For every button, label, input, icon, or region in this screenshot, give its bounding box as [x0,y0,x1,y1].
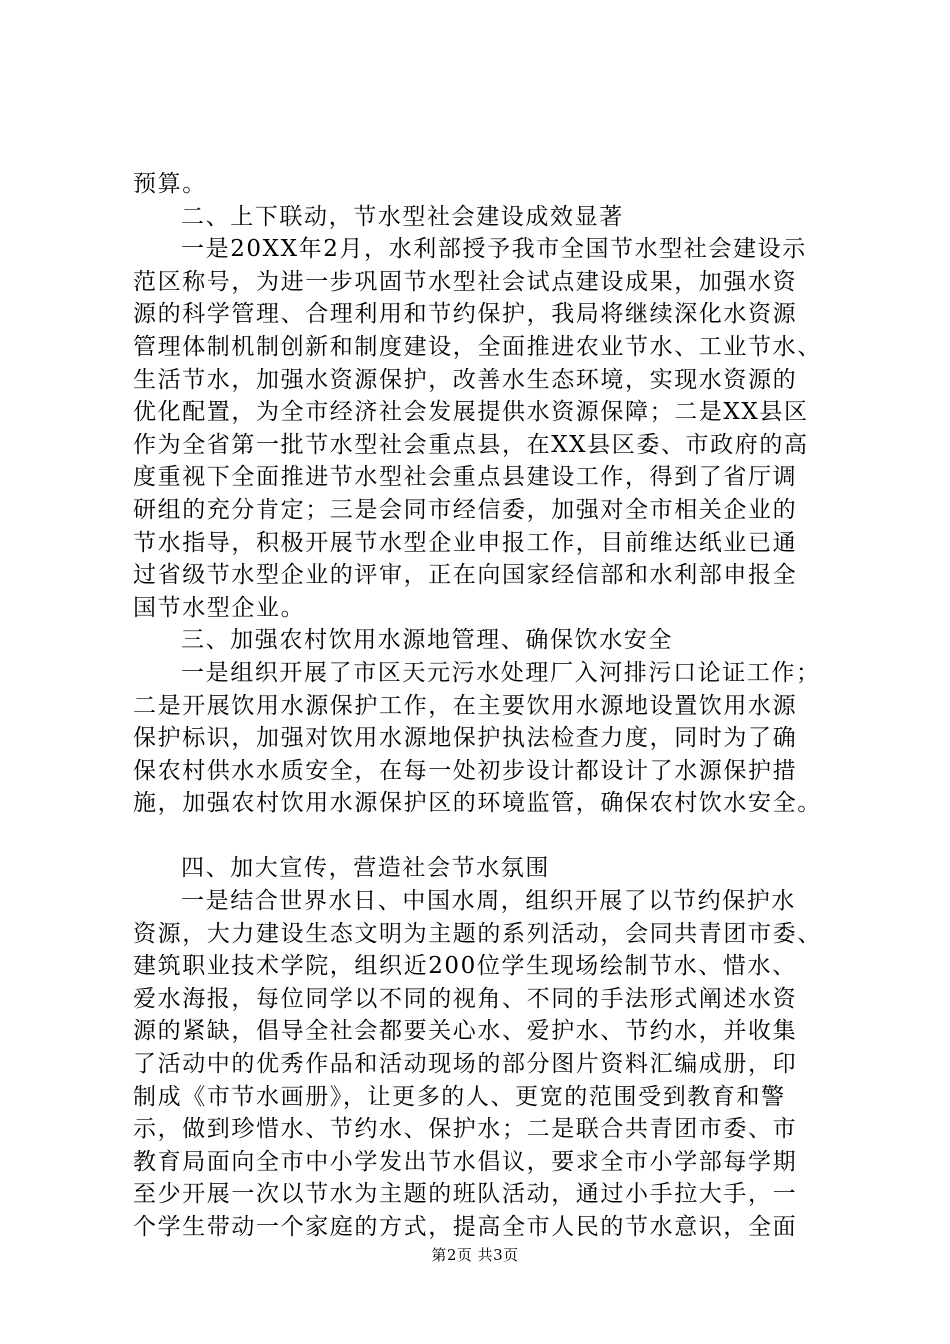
text-line: 了活动中的优秀作品和活动现场的部分图片资料汇编成册，印 [133,1051,798,1078]
page-number-footer: 第2页 共3页 [431,1246,519,1264]
text-line: 管理体制机制创新和制度建设，全面推进农业节水、工业节水、 [133,333,822,360]
text-line: 二是开展饮用水源保护工作，在主要饮用水源地设置饮用水源 [133,692,798,719]
text-line: 生活节水，加强水资源保护，改善水生态环境，实现水资源的 [133,366,798,393]
text-line: 制成《市节水画册》，让更多的人、更宽的范围受到教育和警 [133,1083,786,1110]
text-line: 资源，大力建设生态文明为主题的系列活动，会同共青团市委、 [133,920,822,947]
text-line: 一是20XX年2月，水利部授予我市全国节水型社会建设示 [181,236,807,263]
text-line: 教育局面向全市中小学发出节水倡议，要求全市小学部每学期 [133,1148,798,1175]
text-line: 施，加强农村饮用水源保护区的环境监管，确保农村饮水安全。 [133,790,822,817]
text-line: 一是结合世界水日、中国水周，组织开展了以节约保护水 [181,888,796,915]
text-line: 保农村供水水质安全，在每一处初步设计都设计了水源保护措 [133,757,798,784]
text-line: 度重视下全面推进节水型社会重点县建设工作，得到了省厅调 [133,464,798,491]
text-line: 源的紧缺，倡导全社会都要关心水、爱护水、节约水，并收集 [133,1018,798,1045]
section-heading: 四、加大宣传，营造社会节水氛围 [181,855,550,882]
text-line: 爱水海报，每位同学以不同的视角、不同的手法形式阐述水资 [133,985,798,1012]
text-line: 范区称号，为进一步巩固节水型社会试点建设成果，加强水资 [133,268,798,295]
text-line: 过省级节水型企业的评审，正在向国家经信部和水利部申报全 [133,562,798,589]
text-line: 个学生带动一个家庭的方式，提高全市人民的节水意识，全面 [133,1214,798,1240]
text-line: 建筑职业技术学院，组织近200位学生现场绘制节水、惜水、 [133,953,797,980]
text-line: 一是组织开展了市区天元污水处理厂入河排污口论证工作； [181,659,821,686]
document-body [133,168,853,1244]
section-heading: 二、上下联动，节水型社会建设成效显著 [181,203,624,230]
text-line: 国节水型企业。 [133,594,306,621]
text-line: 作为全省第一批节水型社会重点县，在XX县区委、市政府的高 [133,431,809,458]
section-heading: 三、加强农村饮用水源地管理、确保饮水安全 [181,627,673,654]
text-line: 优化配置，为全市经济社会发展提供水资源保障；二是XX县区 [133,399,809,426]
text-line: 预算。 [133,171,207,197]
text-line: 保护标识，加强对饮用水源地保护执法检查力度，同时为了确 [133,725,798,752]
text-line: 源的科学管理、合理利用和节约保护，我局将继续深化水资源 [133,301,798,328]
text-line: 节水指导，积极开展节水型企业申报工作，目前维达纸业已通 [133,529,798,556]
text-line: 至少开展一次以节水为主题的班队活动，通过小手拉大手，一 [133,1181,798,1208]
text-line: 示，做到珍惜水、节约水、保护水；二是联合共青团市委、市 [133,1116,798,1143]
paragraph-gap [133,820,853,853]
text-line: 研组的充分肯定；三是会同市经信委，加强对全市相关企业的 [133,496,798,523]
